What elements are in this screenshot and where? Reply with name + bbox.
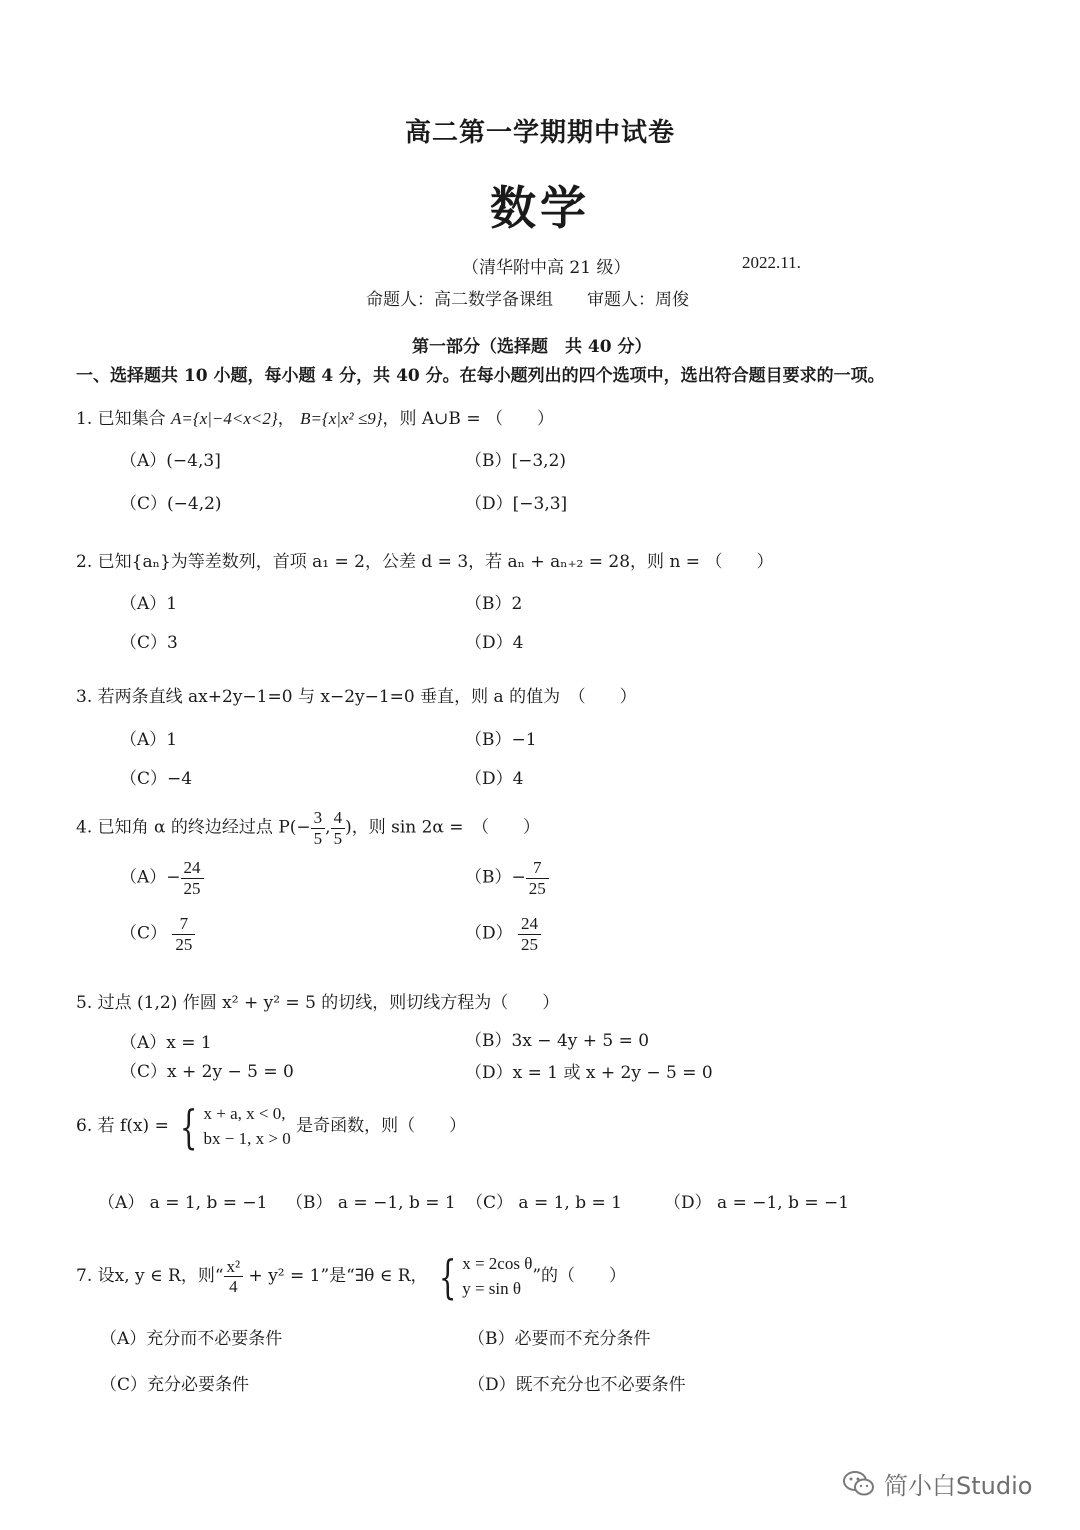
fraction: $\frac{4}{5}$ [331,808,346,848]
subject-title: 数学 [490,181,590,235]
authors-line: 命题人：高二数学备课组 审题人：周俊 [366,290,689,310]
q6-option-a: （A） a = 1, b = −1 [98,1193,268,1213]
question-number: 4. [76,817,93,838]
question-text: 若两条直线 ax+2y−1=0 与 x−2y−1=0 垂直，则 a 的值为 （ ） [97,687,637,707]
q1-option-a: （A）(−4,3] [120,451,221,471]
question-text-post: ”的（ ） [532,1266,627,1287]
piecewise-brace: { x + a, x < 0, bx − 1, x > 0 [180,1099,291,1154]
q4-option-c: （C） $\frac{7}{25}$ [120,914,195,954]
question-text-post: )，则 sin 2α = （ ） [345,817,541,838]
question-1: 1. 已知集合 A={x|−4<x<2}， B={x|x² ≤9}，则 A∪B = （ ） [76,409,554,429]
q2-option-b: （B）2 [465,594,523,614]
question-text-pre: 已知角 α 的终边经过点 P(− [97,817,311,838]
q5-option-b: （B）3x − 4y + 5 = 0 [465,1031,650,1051]
q7-option-a: （A）充分而不必要条件 [100,1329,283,1349]
q3-option-c: （C）−4 [120,769,193,789]
question-number: 6. [76,1116,93,1137]
exam-date: 2022.11. [742,253,801,272]
q5-option-c: （C）x + 2y − 5 = 0 [120,1062,294,1082]
question-5 [76,988,559,1013]
question-number: 7. [76,1266,93,1287]
q7-option-b: （B）必要而不充分条件 [468,1329,651,1349]
question-4: 4. 已知角 α 的终边经过点 P(− $\frac{3}{5}$ , $\frac{4}{5}$ )，则 sin 2α = （ ） [76,808,541,848]
watermark [842,1466,1032,1501]
q5-option-a: （A）x = 1 [120,1033,212,1053]
school-label: （清华附中高 21 级） [462,258,631,278]
question-number: 2. [76,552,93,572]
q7-option-d: （D）既不充分也不必要条件 [468,1375,686,1395]
part1-instruction: 一、选择题共 10 小题，每小题 4 分，共 40 分。在每小题列出的四个选项中，选出符合题目要求的一项。 [76,366,885,386]
q1-option-b: （B）[−3,2) [465,451,567,471]
question-text-mid: + y² = 1”是“∃θ ∈ R， [248,1266,428,1287]
question-tail: ，则 A∪B = （ ） [382,409,554,429]
question-text-post: 是奇函数，则（ ） [296,1116,467,1137]
question-text-pre: 设x, y ∈ R，则“ [97,1266,224,1287]
q2-option-a: （A）1 [120,594,178,614]
q5-option-d: （D）x = 1 或 x + 2y − 5 = 0 [465,1063,713,1083]
q4-option-d: （D） $\frac{24}{25}$ [465,914,541,954]
watermark-text: 简小白Studio [884,1472,1033,1500]
q2-option-c: （C）3 [120,633,178,653]
question-number: 3. [76,687,93,707]
q6-option-b: （B） a = −1, b = 1 [286,1193,456,1213]
q7-option-c: （C）充分必要条件 [100,1375,250,1395]
q6-option-d: （D） a = −1, b = −1 [664,1193,850,1213]
q4-option-a: （A）− $\frac{24}{25}$ [120,858,204,898]
q3-option-d: （D）4 [465,769,524,789]
question-text: 已知{aₙ}为等差数列，首项 a₁ = 2，公差 d = 3，若 aₙ + aₙ₊₂ = 28，则 n = （ ） [97,552,774,572]
fraction: $\frac{\text{x²}}{4}$ [224,1257,244,1297]
question-text-pre: 若 f(x) = [97,1116,169,1137]
question-text: 过点 (1,2) 作圆 x² + y² = 5 的切线，则切线方程为（ ） [97,993,560,1013]
q1-option-d: （D）[−3,3] [465,494,568,514]
question-7 [76,1249,627,1304]
q1-option-c: （C）(−4,2) [120,494,222,514]
set-a: A={x|−4<x<2} [171,409,278,428]
question-number: 1. [76,409,93,429]
question-3 [76,682,637,707]
wechat-icon [842,1469,876,1499]
part1-title: 第一部分（选择题 共 40 分） [412,337,652,357]
q2-option-d: （D）4 [465,633,524,653]
q3-option-a: （A）1 [120,730,178,750]
parametric-brace: { x = 2cos θ y = sin θ [438,1249,533,1304]
question-number: 5. [76,993,93,1013]
q6-option-c: （C） a = 1, b = 1 [466,1193,622,1213]
q3-option-b: （B）−1 [465,730,537,750]
question-6 [76,1099,467,1154]
question-2 [76,547,773,572]
question-text: 已知集合 [97,409,166,429]
fraction: $\frac{3}{5}$ [311,808,326,848]
set-b: B={x|x² ≤9} [300,409,383,428]
q4-option-b: （B）− $\frac{7}{25}$ [465,858,549,898]
exam-title: 高二第一学期期中试卷 [404,118,675,148]
